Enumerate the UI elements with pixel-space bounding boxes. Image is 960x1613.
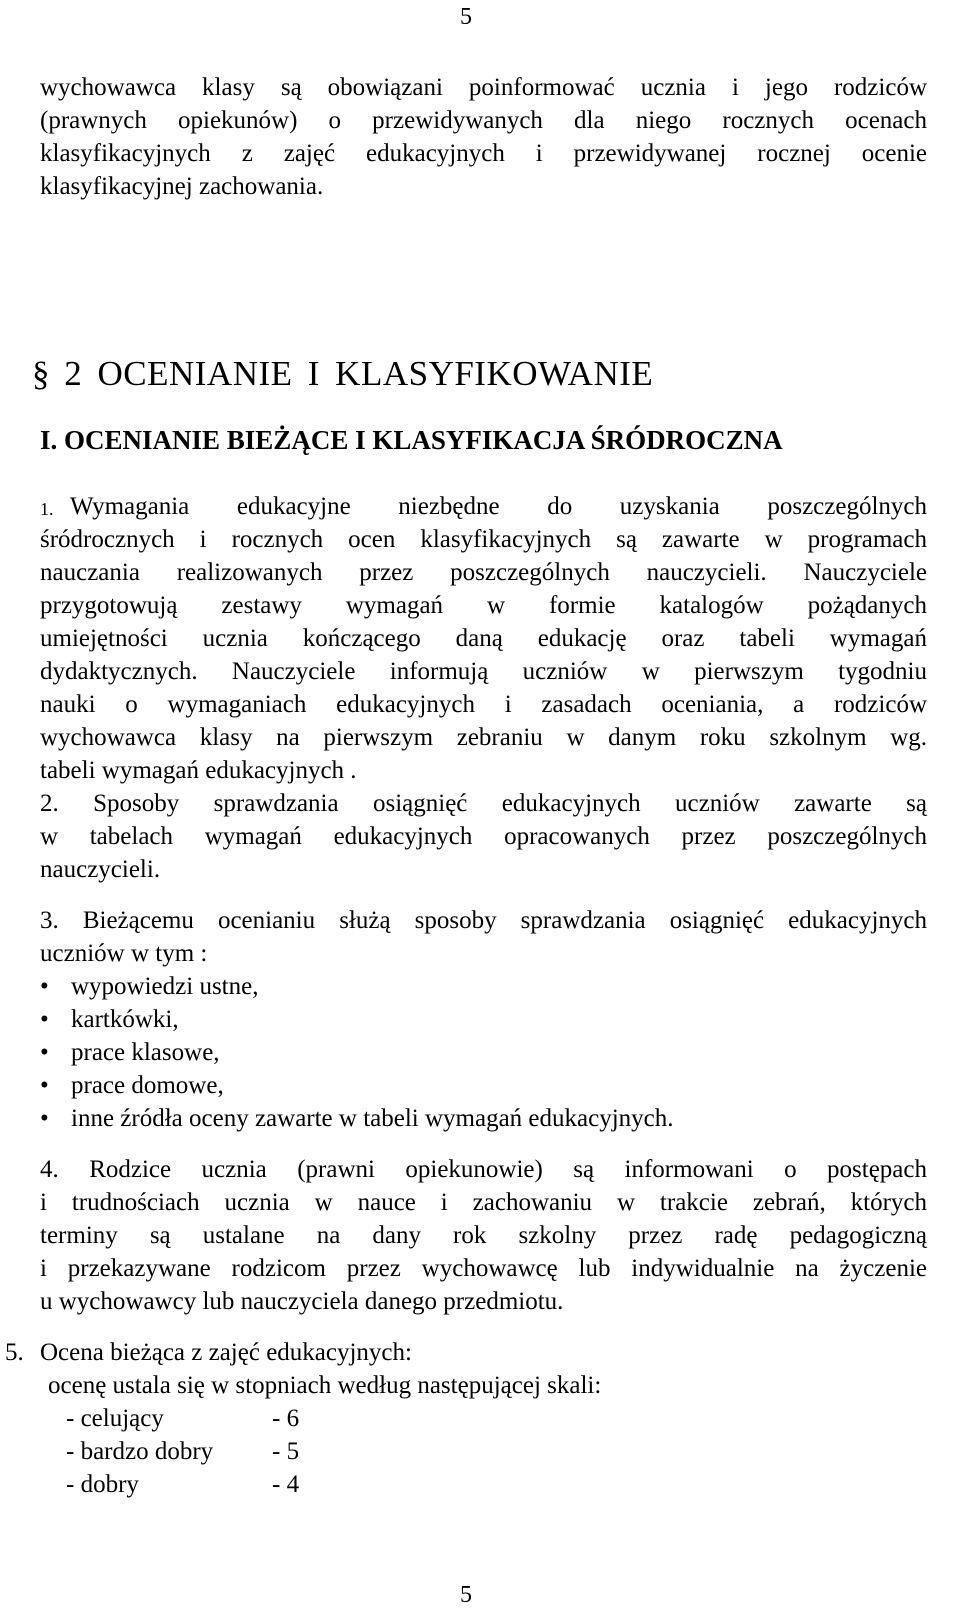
item-5-number: 5. — [5, 1339, 24, 1366]
item-4-first-line: Rodzice ucznia (prawni opiekunowie) są informowani o postępach — [89, 1156, 928, 1183]
item-1-line-1: Wymagania edukacyjne niezbędne do uzyskania poszczególnych — [70, 493, 927, 520]
section-symbol: § — [32, 354, 50, 393]
item-4-line-4: i przekazywane rodzicom przez wychowawcę lub indywidualnie na życzenie — [40, 1255, 927, 1282]
item-4-number: 4. — [40, 1156, 59, 1183]
grade-name: - bardzo dobry — [66, 1438, 214, 1465]
section-title: 2 OCENIANIE I KLASYFIKOWANIE — [64, 354, 654, 393]
item-1-line-7: nauki o wymaganiach edukacyjnych i zasadach oceniania, a rodziców — [40, 691, 927, 718]
bullet-icon: • — [40, 1006, 49, 1033]
section-subtitle: I. OCENIANIE BIEŻĄCE I KLASYFIKACJA ŚRÓDROCZNA — [40, 425, 783, 455]
intro-line-2: (prawnych opiekunów) o przewidywanych dla niego rocznych ocenach — [40, 107, 927, 134]
item-1-line-9: tabeli wymagań edukacyjnych . — [40, 757, 357, 784]
bullet-icon: • — [40, 1039, 49, 1066]
bullet-icon: • — [40, 1105, 49, 1132]
bullet-icon: • — [40, 973, 49, 1000]
item-3-number: 3. — [40, 907, 59, 934]
grade-value: - 6 — [272, 1405, 300, 1432]
intro-line-1: wychowawca klasy są obowiązani poinformować ucznia i jego rodziców — [40, 74, 927, 101]
item-1-number: 1. — [40, 499, 54, 519]
grade-value: - 5 — [272, 1438, 300, 1465]
item-2-line-2: w tabelach wymagań edukacyjnych opracowanych przez poszczególnych — [40, 823, 927, 850]
section-heading — [32, 356, 653, 391]
item-3-line-2: uczniów w tym : — [40, 940, 208, 967]
item-2-line-3: nauczycieli. — [40, 856, 161, 883]
item-4-line-3: terminy są ustalane na dany rok szkolny przez radę pedagogiczną — [40, 1222, 927, 1249]
bullet-text: prace domowe, — [71, 1072, 224, 1099]
grade-name: - celujący — [66, 1405, 164, 1432]
item-2-number: 2. — [40, 790, 59, 817]
intro-line-4: klasyfikacyjnej zachowania. — [40, 173, 324, 200]
grade-value: - 4 — [272, 1471, 300, 1498]
intro-line-3: klasyfikacyjnych z zajęć edukacyjnych i przewidywanej rocznej ocenie — [40, 140, 927, 167]
item-2-first-line: Sposoby sprawdzania osiągnięć edukacyjnych uczniów zawarte są — [93, 790, 927, 817]
item-2-line-1 — [40, 791, 927, 816]
grade-name: - dobry — [66, 1471, 139, 1498]
bullet-text: wypowiedzi ustne, — [71, 973, 259, 1000]
item-4-line-2: i trudnościach ucznia w nauce i zachowaniu w trakcie zebrań, których — [40, 1189, 927, 1216]
bullet-text: inne źródła oceny zawarte w tabeli wymagań edukacyjnych. — [71, 1105, 674, 1132]
item-1-line-4: przygotowują zestawy wymagań w formie katalogów pożądanych — [40, 592, 927, 619]
item-3-first-line: Bieżącemu ocenianiu służą sposoby sprawdzania osiągnięć edukacyjnych — [82, 907, 928, 934]
bullet-icon: • — [40, 1072, 49, 1099]
item-1-line-6: dydaktycznych. Nauczyciele informują uczniów w pierwszym tygodniu — [40, 658, 927, 685]
item-5-title: Ocena bieżąca z zajęć edukacyjnych: — [40, 1339, 412, 1366]
top-page-number: 5 — [460, 4, 472, 30]
item-4-line-5: u wychowawcy lub nauczyciela danego przedmiotu. — [40, 1288, 564, 1315]
item-1-line-3: nauczania realizowanych przez poszczególnych nauczycieli. Nauczyciele — [40, 559, 927, 586]
item-1-line-2: śródrocznych i rocznych ocen klasyfikacyjnych są zawarte w programach — [40, 526, 927, 553]
item-4-line-1 — [40, 1157, 927, 1182]
bullet-text: kartkówki, — [71, 1006, 179, 1033]
bottom-page-number: 5 — [460, 1582, 472, 1608]
item-1-line-5: umiejętności ucznia kończącego daną edukację oraz tabeli wymagań — [40, 625, 927, 652]
item-1-line-8: wychowawca klasy na pierwszym zebraniu w danym roku szkolnym wg. — [40, 724, 927, 751]
item-5-scale-intro: ocenę ustala się w stopniach według następującej skali: — [48, 1372, 602, 1399]
bullet-text: prace klasowe, — [71, 1039, 220, 1066]
item-3-line-1 — [40, 908, 927, 933]
